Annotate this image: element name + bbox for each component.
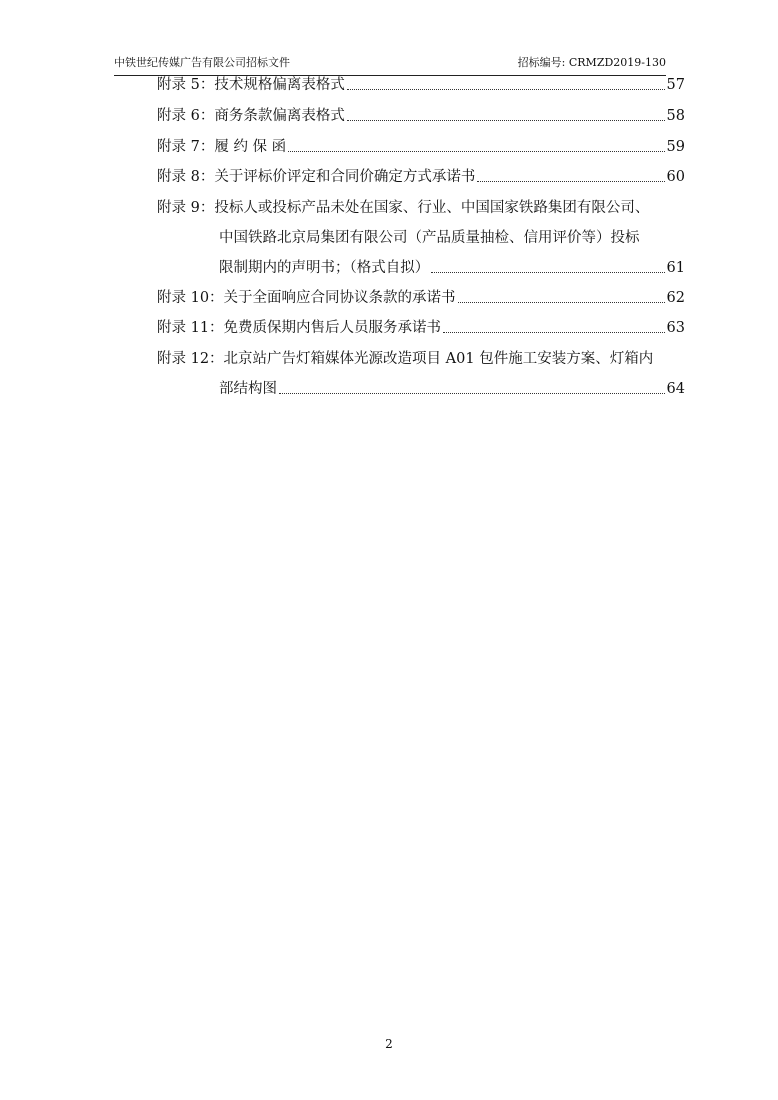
toc-entry-title: 限制期内的声明书；（格式自拟） xyxy=(219,260,430,276)
toc-entry-title: 部结构图 xyxy=(219,381,277,397)
toc-entry-appendix-11[interactable] xyxy=(157,319,685,337)
toc-leader-dots xyxy=(288,150,664,152)
toc-entry-title: 附录 5：技术规格偏离表格式 xyxy=(157,77,345,93)
toc-entry-title: 附录 11：免费质保期内售后人员服务承诺书 xyxy=(157,320,442,336)
toc-entry-title: 附录 8：关于评标价评定和合同价确定方式承诺书 xyxy=(157,169,476,185)
toc-entry-appendix-12-line-2[interactable] xyxy=(219,380,685,398)
toc-leader-dots xyxy=(347,88,665,90)
toc-entry-page: 60 xyxy=(666,169,685,185)
toc-entry-page: 59 xyxy=(666,139,685,155)
header-tender-number: 招标编号: CRMZD2019-130 xyxy=(517,56,666,69)
toc-entry-appendix-10[interactable] xyxy=(157,289,685,307)
toc-entry-page: 63 xyxy=(666,320,685,336)
toc-entry-page: 61 xyxy=(666,260,685,276)
toc-entry-title: 附录 10：关于全面响应合同协议条款的承诺书 xyxy=(157,290,456,306)
toc-leader-dots xyxy=(477,180,664,182)
toc-entry-appendix-9-line-3[interactable] xyxy=(219,259,685,277)
toc-entry-page: 62 xyxy=(666,290,685,306)
toc-leader-dots xyxy=(279,392,665,394)
toc-entry-page: 64 xyxy=(666,381,685,397)
toc-leader-dots xyxy=(458,301,665,303)
toc-leader-dots xyxy=(443,331,664,333)
header-company-title: 中铁世纪传媒广告有限公司招标文件 xyxy=(114,56,290,69)
toc-entry-appendix-6[interactable] xyxy=(157,107,685,125)
toc-entry-appendix-12-line-1[interactable]: 附录 12：北京站广告灯箱媒体光源改造项目 A01 包件施工安装方案、灯箱内 xyxy=(157,351,654,367)
page-number: 2 xyxy=(385,1037,393,1051)
toc-entry-title: 附录 7：履 约 保 函 xyxy=(157,139,287,155)
toc-entry-page: 58 xyxy=(666,108,685,124)
toc-entry-appendix-9-line-2[interactable]: 中国铁路北京局集团有限公司（产品质量抽检、信用评价等）投标 xyxy=(219,230,640,246)
toc-entry-page: 57 xyxy=(666,77,685,93)
toc-entry-appendix-9-line-1[interactable]: 附录 9：投标人或投标产品未处在国家、行业、中国国家铁路集团有限公司、 xyxy=(157,200,650,216)
toc-entry-appendix-8[interactable] xyxy=(157,168,685,186)
toc-entry-appendix-7[interactable] xyxy=(157,138,685,156)
page-header xyxy=(114,56,666,76)
toc-leader-dots xyxy=(431,271,664,273)
toc-entry-title: 附录 6：商务条款偏离表格式 xyxy=(157,108,345,124)
toc-leader-dots xyxy=(347,119,665,121)
toc-entry-appendix-5[interactable] xyxy=(157,76,685,94)
